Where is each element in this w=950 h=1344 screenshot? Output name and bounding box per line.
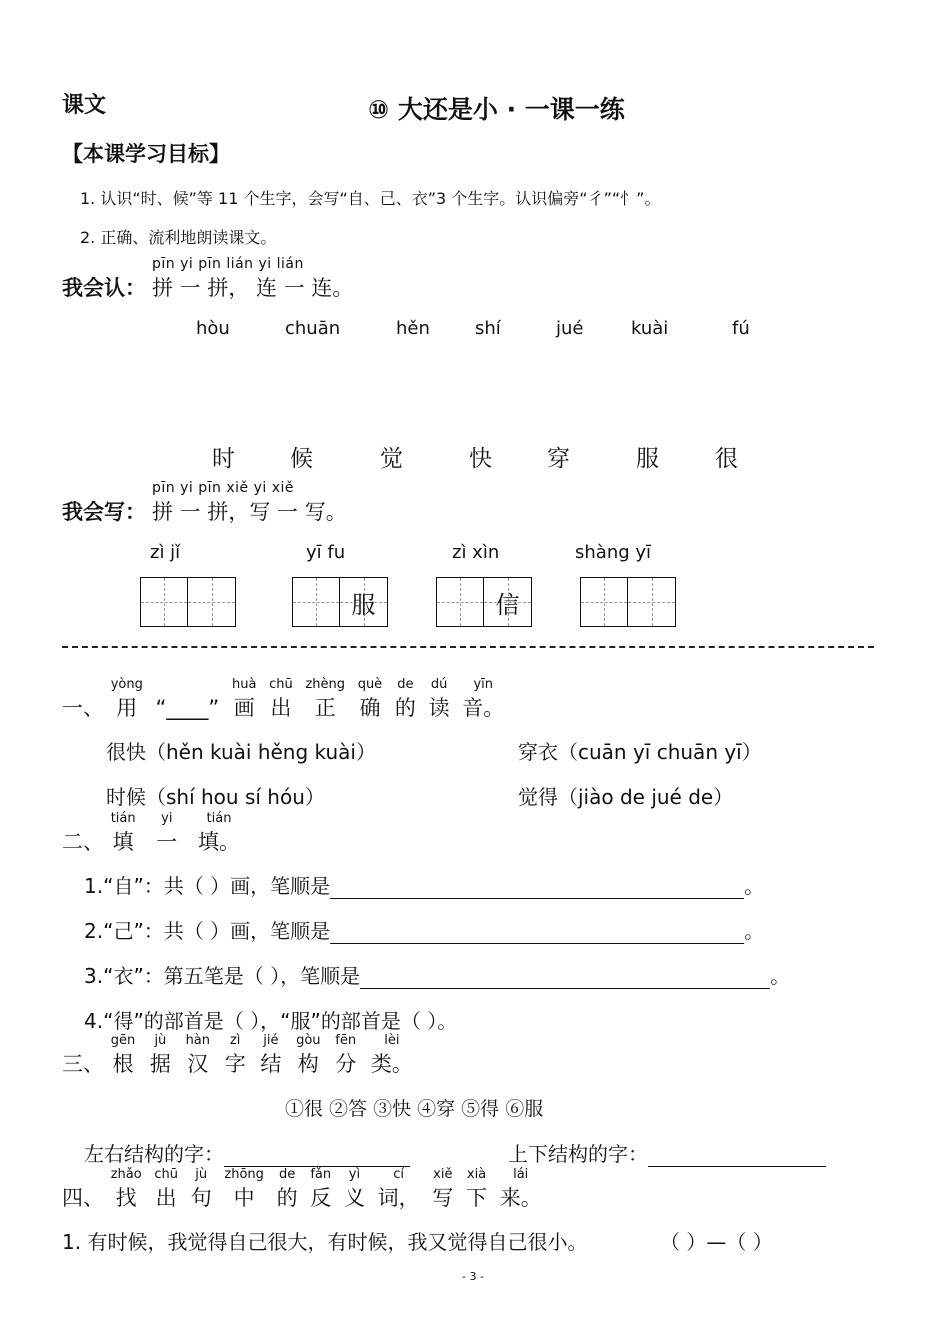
q3-options: ①很 ②答 ③快 ④穿 ⑤得 ⑥服 <box>285 1098 544 1120</box>
q1-ruby: què 确 <box>357 677 383 720</box>
q1-item[interactable]: 觉得（jiào de jué de） <box>518 785 734 809</box>
q1-number: 一、 <box>62 696 104 720</box>
write-instruction: 拼 一 拼，写 一 写。 <box>152 500 347 524</box>
q3-ruby: jù 据 <box>149 1033 171 1076</box>
write-word-pinyin: zì jǐ <box>150 542 181 563</box>
pinyin-option[interactable]: jué <box>556 318 584 339</box>
writing-grid[interactable] <box>580 577 676 627</box>
writing-cell[interactable] <box>437 578 484 626</box>
writing-grid[interactable] <box>292 577 388 627</box>
q4-ruby: zhōng 中 <box>224 1167 264 1210</box>
goal-item-2: 2. 正确、流利地朗读课文。 <box>80 228 277 247</box>
pinyin-option[interactable]: hòu <box>196 318 230 339</box>
q4-ruby: xià 下 <box>466 1167 488 1210</box>
char-option[interactable]: 穿 <box>547 446 570 472</box>
goals-heading: 【本课学习目标】 <box>62 142 230 166</box>
q2-ruby: yi 一 <box>156 811 178 854</box>
answer-line[interactable] <box>330 874 744 899</box>
writing-cell[interactable] <box>628 578 675 626</box>
q4-item: 1. 有时候，我觉得自己很大，有时候，我又觉得自己很小。 <box>62 1230 588 1254</box>
q3-ruby: jié 结 <box>260 1033 282 1076</box>
q1-item[interactable]: 时候（shí hou sí hóu） <box>106 785 325 809</box>
pinyin-option[interactable]: fú <box>732 318 750 339</box>
lesson-title: ⑩ 大还是小 · 一课一练 <box>368 95 625 124</box>
q2-number: 二、 <box>62 830 104 854</box>
goal-item-1: 1. 认识“时、候”等 11 个生字，会写“自、己、衣”3 个生字。认识偏旁“彳”“忄”。 <box>80 189 661 208</box>
q2-ruby: tián 填 <box>110 811 136 854</box>
pinyin-option[interactable]: chuān <box>285 318 341 339</box>
q4-ruby: xiě 写 <box>432 1167 454 1210</box>
q4-ruby: yì 义 <box>343 1167 365 1210</box>
q1-ruby: yòng 用 <box>110 677 143 720</box>
q2-item[interactable]: 2.“己”：共（ ）画，笔顺是 。 <box>84 919 765 943</box>
pinyin-option[interactable]: hěn <box>396 318 430 339</box>
answer-line[interactable] <box>360 964 770 989</box>
writing-cell: 信 <box>484 578 531 626</box>
answer-line[interactable] <box>648 1142 826 1167</box>
pinyin-option[interactable]: kuài <box>631 318 669 339</box>
q1-heading <box>62 678 504 722</box>
q4-ruby: chū 出 <box>154 1167 178 1210</box>
writing-cell[interactable] <box>188 578 235 626</box>
q3-ruby: gēn 根 <box>110 1033 136 1076</box>
q3-left-field[interactable]: 左右结构的字： <box>84 1138 410 1167</box>
q3-ruby: hàn 汉 <box>185 1033 211 1076</box>
write-word-pinyin: yī fu <box>306 542 346 563</box>
char-option[interactable]: 觉 <box>380 446 403 472</box>
write-label: 我会写： <box>62 500 146 524</box>
q4-heading <box>62 1168 542 1212</box>
writing-grid[interactable] <box>140 577 236 627</box>
q1-ruby: yīn 音。 <box>462 677 505 720</box>
writing-cell[interactable] <box>141 578 188 626</box>
q2-item[interactable]: 1.“自”：共（ ）画，笔顺是 。 <box>84 874 765 898</box>
write-word-pinyin: shàng yī <box>575 542 652 563</box>
recognize-instruction-pinyin: pīn yi pīn lián yi lián <box>152 256 304 272</box>
q1-ruby: chū 出 <box>269 677 293 720</box>
char-option[interactable]: 快 <box>469 446 492 472</box>
pinyin-option[interactable]: shí <box>475 318 501 339</box>
q4-answer-blanks[interactable]: （ ）—（ ） <box>660 1230 773 1254</box>
q1-item[interactable]: 穿衣（cuān yī chuān yī） <box>518 740 762 764</box>
section-divider <box>62 646 874 648</box>
char-option[interactable]: 候 <box>290 446 313 472</box>
q2-heading <box>62 812 240 856</box>
q4-ruby: lái 来。 <box>499 1167 542 1210</box>
q1-ruby: zhèng 正 <box>305 677 345 720</box>
q2-item[interactable]: 4.“得”的部首是（ ），“服”的部首是（ ）。 <box>84 1009 458 1033</box>
answer-line[interactable] <box>224 1142 410 1167</box>
q1-ruby: de 的 <box>394 677 416 720</box>
char-option[interactable]: 服 <box>636 446 659 472</box>
q3-ruby: gòu 构 <box>296 1033 321 1076</box>
q2-item[interactable]: 3.“衣”：第五笔是（ ），笔顺是 。 <box>84 964 791 988</box>
char-option[interactable]: 很 <box>715 446 738 472</box>
page-number: - 3 - <box>462 1270 484 1283</box>
q4-ruby: fǎn 反 <box>310 1167 332 1210</box>
q1-ruby: huà 画 <box>231 677 257 720</box>
q1-item[interactable]: 很快（hěn kuài hěng kuài） <box>106 740 376 764</box>
q4-ruby: cí 词， <box>377 1167 420 1210</box>
q1-ruby: “____” <box>155 696 220 720</box>
q3-ruby: lèi 类。 <box>370 1033 413 1076</box>
q4-number: 四、 <box>62 1186 104 1210</box>
writing-grid[interactable] <box>436 577 532 627</box>
write-word-pinyin: zì xìn <box>452 542 500 563</box>
q3-number: 三、 <box>62 1052 104 1076</box>
char-option[interactable]: 时 <box>212 446 235 472</box>
section-label: 课文 <box>62 93 107 118</box>
q4-ruby: de 的 <box>276 1167 298 1210</box>
q3-ruby: zì 字 <box>224 1033 246 1076</box>
q4-ruby: jù 句 <box>190 1167 212 1210</box>
write-instruction-pinyin: pīn yi pīn xiě yi xiě <box>152 480 294 496</box>
answer-line[interactable] <box>330 919 744 944</box>
q3-heading <box>62 1034 413 1078</box>
writing-cell[interactable] <box>581 578 628 626</box>
recognize-instruction: 拼 一 拼， 连 一 连。 <box>152 276 354 300</box>
q2-ruby: tián 填。 <box>197 811 240 854</box>
writing-cell[interactable] <box>293 578 340 626</box>
writing-cell: 服 <box>340 578 387 626</box>
q4-ruby: zhǎo 找 <box>110 1167 142 1210</box>
recognize-label: 我会认： <box>62 276 146 300</box>
q1-ruby: dú 读 <box>428 677 450 720</box>
q3-right-field[interactable]: 上下结构的字： <box>508 1138 826 1167</box>
q3-ruby: fēn 分 <box>335 1033 357 1076</box>
